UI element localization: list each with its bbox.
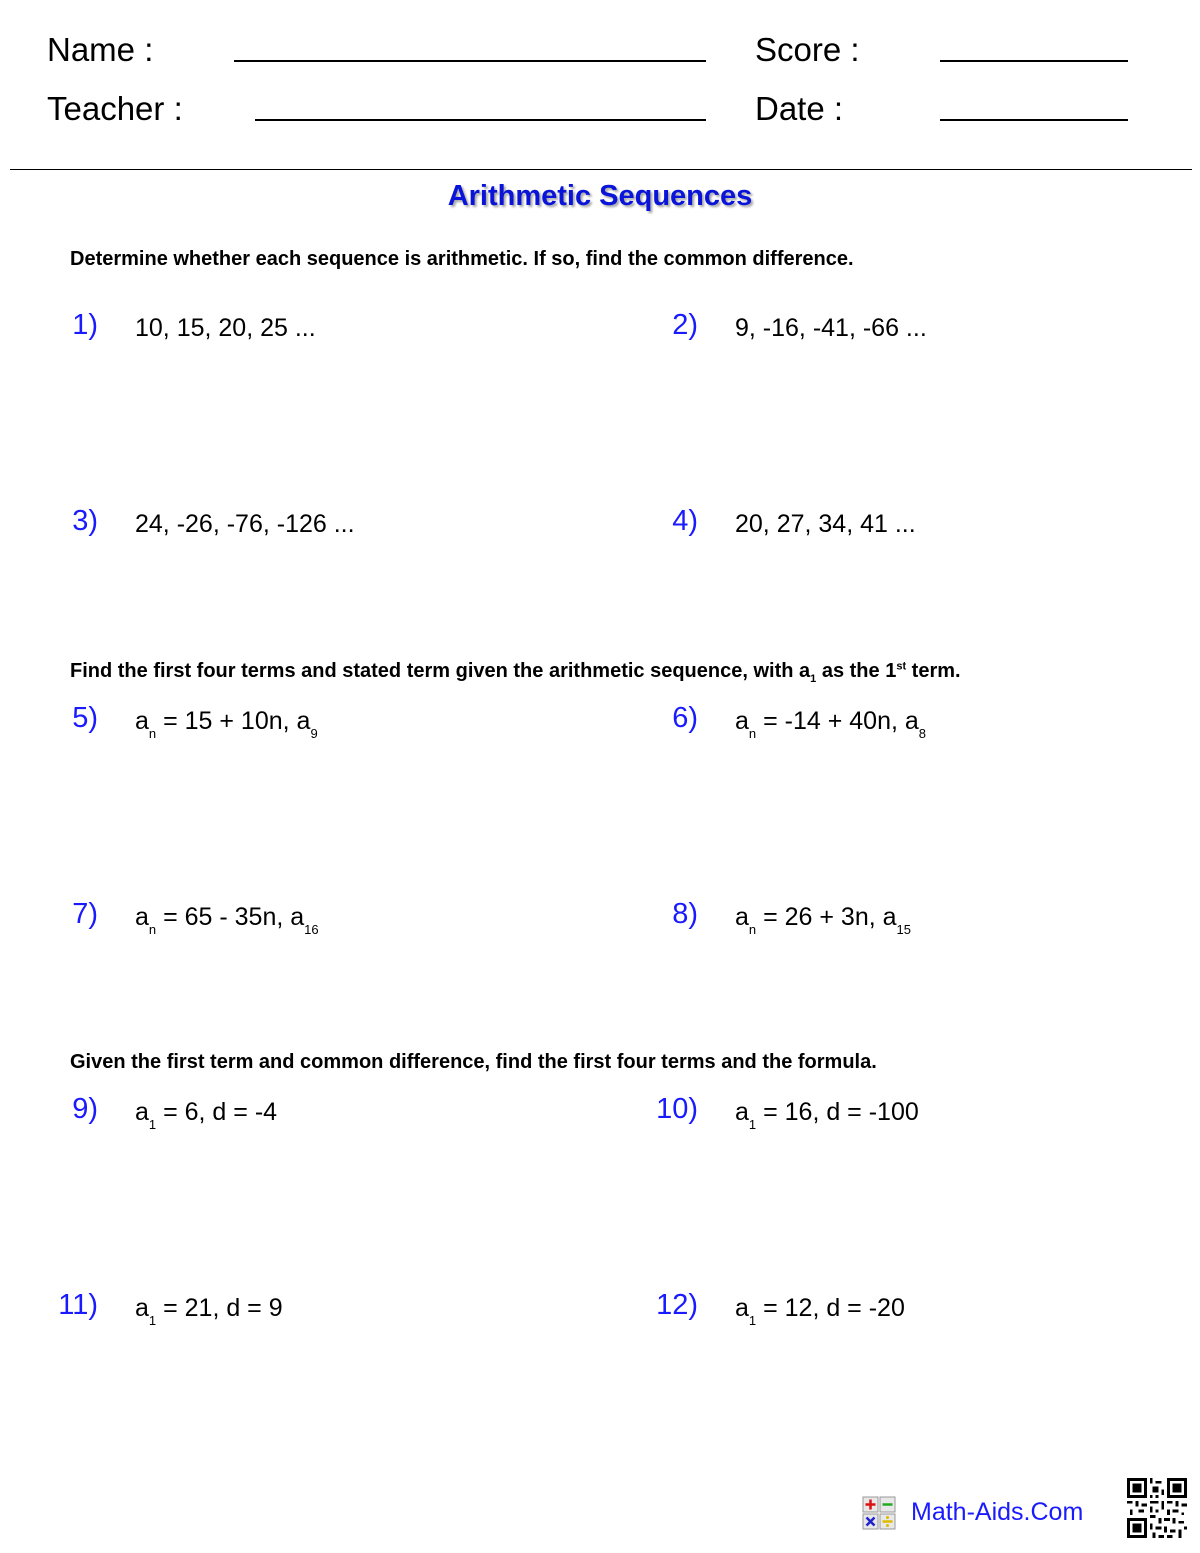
- section-2-instruction: Find the first four terms and stated term given the arithmetic sequence, with $a_1$ as the 1st term.: [70, 660, 961, 685]
- problem-6-text: $a_n = -14 + 40n$, $a_8$: [735, 707, 926, 741]
- footer-brand-link[interactable]: Math-Aids.Com: [911, 1498, 1084, 1526]
- problem-9-number: 9): [72, 1093, 98, 1125]
- math-symbols-icon: [862, 1496, 896, 1530]
- problem-3-number: 3): [72, 505, 98, 537]
- section-3-instruction: Given the first term and common difference, find the first four terms and the formula.: [70, 1051, 877, 1073]
- problem-11-text: $a_1 = 21$, d = 9: [135, 1294, 283, 1328]
- section-1-instruction: Determine whether each sequence is arithmetic. If so, find the common difference.: [70, 248, 854, 270]
- date-field[interactable]: [940, 119, 1128, 121]
- problem-6-number: 6): [672, 702, 698, 734]
- problem-1-number: 1): [72, 309, 98, 341]
- problem-7-number: 7): [72, 898, 98, 930]
- score-field[interactable]: [940, 60, 1128, 62]
- problem-7-text: $a_n = 65 - 35n$, $a_{16}$: [135, 903, 319, 937]
- problem-8-text: $a_n = 26 + 3n$, $a_{15}$: [735, 903, 912, 937]
- problem-4-text: 20, 27, 34, 41 ...: [735, 510, 916, 538]
- date-label: Date :: [755, 90, 844, 127]
- qr-code-icon: [1127, 1478, 1187, 1538]
- score-label: Score :: [755, 31, 860, 68]
- name-label: Name :: [47, 31, 154, 68]
- problem-1-text: 10, 15, 20, 25 ...: [135, 314, 316, 342]
- problem-5-text: $a_n = 15 + 10n$, $a_9$: [135, 707, 318, 741]
- problem-2-number: 2): [672, 309, 698, 341]
- name-field[interactable]: [234, 60, 706, 62]
- problem-12-number: 12): [656, 1289, 698, 1321]
- problem-2-text: 9, -16, -41, -66 ...: [735, 314, 927, 342]
- header-divider: [10, 169, 1192, 170]
- problem-12-text: $a_1 = 12$, d = -20: [735, 1294, 905, 1328]
- teacher-label: Teacher :: [47, 90, 183, 127]
- teacher-field[interactable]: [255, 119, 706, 121]
- problem-4-number: 4): [672, 505, 698, 537]
- problem-3-text: 24, -26, -76, -126 ...: [135, 510, 355, 538]
- problem-8-number: 8): [672, 898, 698, 930]
- problem-11-number: 11): [58, 1289, 98, 1321]
- problem-10-text: $a_1 = 16$, d = -100: [735, 1098, 919, 1132]
- problem-5-number: 5): [72, 702, 98, 734]
- worksheet-title: Arithmetic Sequences: [447, 180, 753, 212]
- problem-10-number: 10): [656, 1093, 698, 1125]
- problem-9-text: $a_1 = 6$, d = -4: [135, 1098, 278, 1132]
